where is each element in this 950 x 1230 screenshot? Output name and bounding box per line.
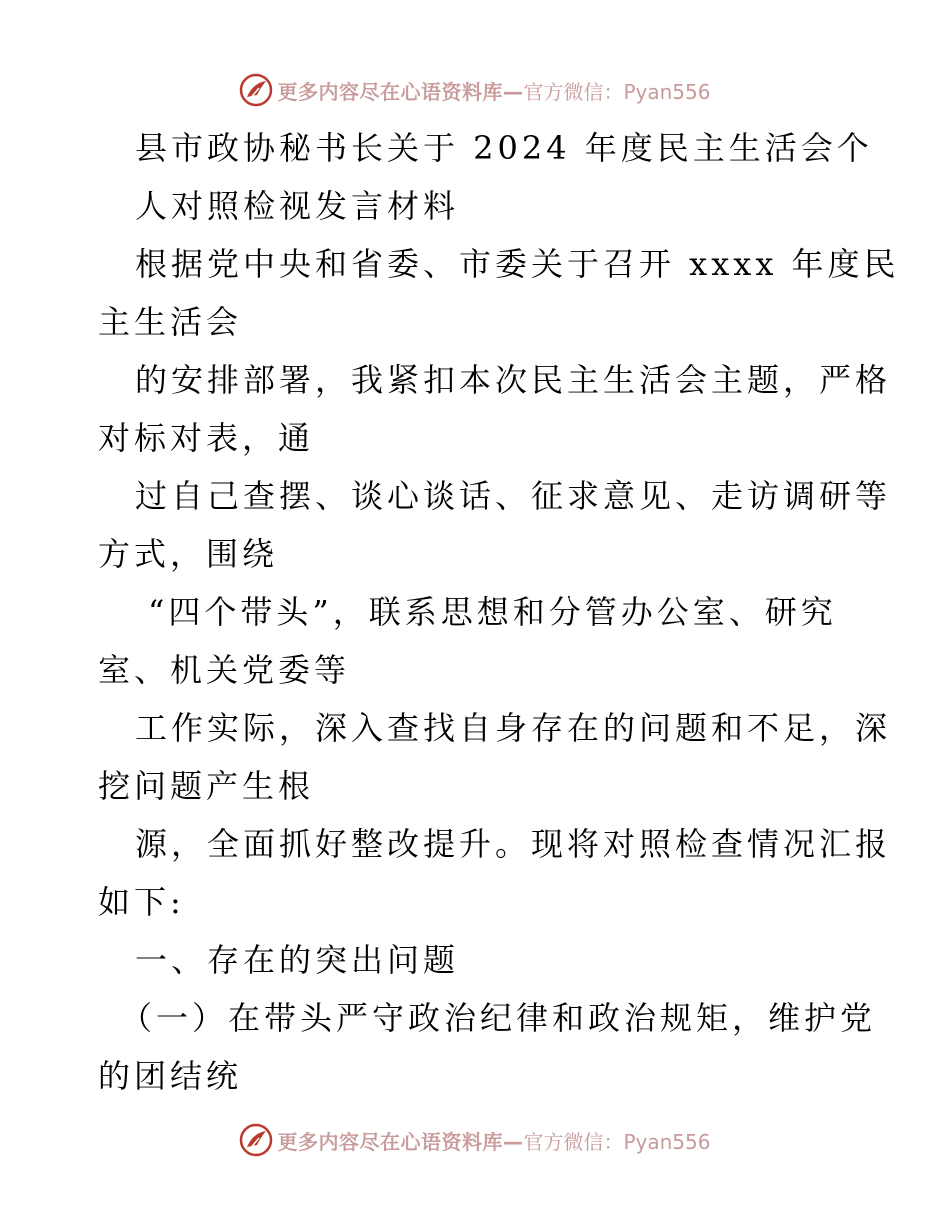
watermark-wechat: 官方微信：Pyan556 [523,79,711,104]
subsection-heading-line: 的团结统 [98,1057,243,1095]
paragraph-line: 源，全面抓好整改提升。现将对照检查情况汇报 [135,825,892,863]
paragraph-line: 工作实际，深入查找自身存在的问题和不足，深 [135,709,892,747]
section-heading: 一、存在的突出问题 [135,941,460,979]
paragraph-line: 过自己查摆、谈心谈话、征求意见、走访调研等 [135,477,892,515]
document-title-line-2: 人对照检视发言材料 [135,187,460,225]
paragraph-line: 如下: [98,883,185,921]
watermark-footer [0,1120,950,1160]
paragraph-line: 挖问题产生根 [98,767,315,805]
paragraph-line: 根据党中央和省委、市委关于召开 xxxx 年度民 [135,245,900,283]
subsection-heading-line: （一）在带头严守政治纪律和政治规矩，维护党 [120,999,877,1037]
document-title-line-1: 县市政协秘书长关于 2024 年度民主生活会个 [135,129,873,167]
paragraph-line: 方式，围绕 [98,535,279,573]
watermark-header [0,70,950,110]
watermark-text: 更多内容尽在心语资料库— [277,79,524,104]
quill-logo-icon [239,73,273,107]
paragraph-line: “四个带头”，联系思想和分管办公室、研究 [148,593,837,631]
paragraph-line: 主生活会 [98,303,243,341]
watermark-wechat: 官方微信：Pyan556 [523,1129,711,1154]
paragraph-line: 室、机关党委等 [98,651,351,689]
watermark-text: 更多内容尽在心语资料库— [277,1129,524,1154]
paragraph-line: 对标对表，通 [98,419,315,457]
paragraph-line: 的安排部署，我紧扣本次民主生活会主题，严格 [135,361,892,399]
quill-logo-icon [239,1123,273,1157]
